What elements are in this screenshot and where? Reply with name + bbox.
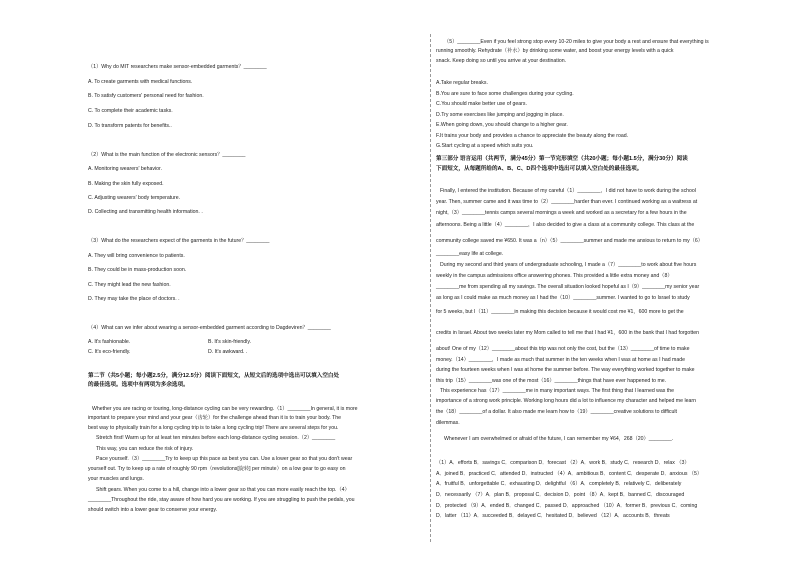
passage-line: Whether you are racing or touring, long-distance cycling can be very rewarding.（1）________In general, it is more xyxy=(92,406,358,412)
passage-line: ________Throughout the ride, stay aware of how hard you are working. If you are struggling to push the pedals, you xyxy=(88,497,355,503)
passage-line: This way, you can reduce the risk of injury. xyxy=(96,446,194,452)
option-a: A.Take regular breaks. xyxy=(436,80,488,86)
passage-line: yourself out. Try to keep up a rate of roughly 90 rpm（revolutions[旋转] per minute）on a low gear to go easy on xyxy=(88,466,346,472)
q2-option-c: C. Adjusting wearers' body temperature. xyxy=(88,195,181,201)
cloze-line: This experience has（17）________me in many important ways. The first thing that I learned was the xyxy=(440,388,675,394)
cloze-line: community college saved me ¥650. It was a（n）（5）________summer and made me anxious to return to my（6） xyxy=(436,238,703,244)
cloze-line: ________easy life at college. xyxy=(436,251,504,257)
cloze-line: during the fourteen weeks when I was at home the summer before. The way everything worked together to make xyxy=(436,367,695,373)
q4-option-b: B. It's skin-friendly. xyxy=(208,339,251,345)
passage-line: your muscles and lungs. xyxy=(88,476,144,482)
q4-options-row-2 xyxy=(88,349,247,356)
section-heading-line-1: 第三部分 语言运用（共两节，满分45分）第一节完形填空（共20小题；每小题1.5分，满分30分）阅读 xyxy=(436,156,688,162)
cloze-line: this trip（15）________was one of the most（16）________things that have ever happened to me. xyxy=(436,378,667,384)
q3-stem: （3）What do the researchers expect of the garments in the future？________ xyxy=(88,238,270,244)
q2-stem: （2）What is the main function of the electronic sensors？________ xyxy=(88,152,246,158)
q4-option-c: C. It's eco-friendly. xyxy=(88,349,131,355)
cloze-line: year. Then, summer came and it was time to（2）________harder than ever. I continued working as a waitress at xyxy=(436,199,698,205)
q2-option-b: B. Making the skin fully exposed. xyxy=(88,181,164,187)
choice-line: D．latter （11）A．succeeded B．delayed C．hesitated D．believed （12）A．accounts B．threats xyxy=(436,513,670,519)
cloze-line: as long as I could make as much money as I had the（10）________summer. I wanted to go to Israel to study xyxy=(436,295,690,301)
passage-line: Shift gears. When you come to a hill, change into a lower gear so that you can more easily reach the top.（4） xyxy=(96,487,350,493)
passage-line: snack. Keep doing so until you arrive at your destination. xyxy=(436,58,567,64)
q2-option-a: A. Monitoring wearers' behavior. xyxy=(88,166,162,172)
cloze-line: ________me from spending all my savings. The overall situation looked hopeful as I（9）________my senior year xyxy=(436,284,700,290)
cloze-line: about! One of my（12）________about this trip was not only the cost, but the（13）________of time to make xyxy=(436,346,690,352)
q1-option-b: B. To satisfy customers' personal need for fashion. xyxy=(88,93,204,99)
choice-line: D．necessarily （7）A．plan B．proposal C．decision D．point （8）A．kept B．banned C．discouraged xyxy=(436,492,685,498)
q1-stem: （1）Why do MIT researchers make sensor-embedded garments？________ xyxy=(88,64,267,70)
column-divider xyxy=(430,34,431,542)
q3-option-a: A. They will bring convenience to patients. xyxy=(88,253,185,259)
q2-option-d: D. Collecting and transmitting health information. . xyxy=(88,209,203,215)
cloze-line: credits in Israel. About two weeks later my Mom called to tell me that I had ¥1，600 in the bank that I had forgotten xyxy=(436,330,699,336)
cloze-line: for 5 weeks, but I（11）________in making this decision because it would cost me ¥1，600 more to get the xyxy=(436,309,684,315)
passage-line: （5）________Even if you feel strong stop every 10-20 miles to give your body a rest and ensure that everything is xyxy=(444,39,709,45)
cloze-line: night,（3）________tennis camps several mornings a week and worked as a secretary for a few hours in the xyxy=(436,210,687,216)
cloze-line: dilemmas. xyxy=(436,420,460,426)
cloze-line: money.（14）________，I made as much that summer in the ten weeks when I was at home as I had made xyxy=(436,357,686,363)
choice-line: D．protected （9）A．ended B．changed C．passed D．approached （10）A．former B．previous C．coming xyxy=(436,503,698,509)
option-f: F.It trains your body and provides a chance to appreciate the beauty along the road. xyxy=(436,133,629,139)
cloze-line: the（18）________of a dollar. It also made me learn how to（19）________creative solutions to difficult xyxy=(436,409,677,415)
section-heading-line-2: 的最佳选项。选项中有两项为多余选项。 xyxy=(88,382,189,388)
cloze-line: importance of a strong work principle. Working long hours did a lot to influence my character and helped me learn xyxy=(436,398,696,404)
section-heading-line-2: 下面短文，从每题所给的A、B、C、D四个选项中选出可以填入空白处的最佳选项。 xyxy=(436,166,643,172)
q4-option-d: D. It's awkward. . xyxy=(208,349,248,355)
choice-line: A．fruitful B．unforgettable C．exhausting D．delightful （6）A．completely B．relatively C．deliberately xyxy=(436,481,682,487)
passage-line: should switch into a lower gear to conserve your energy. xyxy=(88,507,218,513)
section-heading-line-1: 第二节（共5小题；每小题2.5分，满分12.5分）阅读下面短文，从短文后的选项中选出可以填入空白处 xyxy=(88,373,340,379)
option-d: D.Try some exercises like jumping and jogging in place. xyxy=(436,112,564,118)
passage-line: important to prepare your mind and your gear（齿轮）for the challenge ahead than it is to train your body. The xyxy=(88,415,341,421)
option-e: E.When going down, you should change to a higher gear. xyxy=(436,122,568,128)
passage-line: Stretch first! Warm up for at least ten minutes before each long-distance cycling session.（2）________ xyxy=(96,435,336,441)
cloze-line: weekly in the campus admissions office answering phones. This provided a little extra money and（8） xyxy=(436,273,673,279)
q1-option-c: C. To complete their academic tasks. xyxy=(88,108,173,114)
option-b: B.You are sure to face some challenges during your cycling. xyxy=(436,91,574,97)
q4-options-row-1 xyxy=(88,339,251,346)
option-g: G.Start cycling at a speed which suits you. xyxy=(436,143,534,149)
cloze-line: Finally, I entered the institution. Because of my careful（1）________，I did not have to work during the school xyxy=(440,188,696,194)
passage-line: best way to physically train for a long cycling trip is to take a long cycling trip! There are several steps for you. xyxy=(88,425,339,431)
q3-option-d: D. They may take the place of doctors. . xyxy=(88,296,180,302)
q3-option-c: C. They might lead the new fashion. xyxy=(88,282,171,288)
cloze-line: Whenever I am overwhelmed or afraid of the future, I can remember my ¥64，268（20）________. xyxy=(444,436,674,442)
cloze-line: afternoons. Being a little（4）________，I also decided to give a class at a community college. This class at the xyxy=(436,222,695,228)
q1-option-d: D. To transform patents for benefits.. xyxy=(88,123,172,129)
q1-option-a: A. To create garments with medical functions. xyxy=(88,79,193,85)
passage-line: running smoothly. Rehydrate（补水）by drinking some water, and boost your energy levels with a quick xyxy=(436,48,674,54)
choice-line: （1）A．efforts B．savings C．comparison D．forecast （2）A．work B．study C．research D．relax （3） xyxy=(436,460,690,466)
q4-stem: （4）What can we infer about wearing a sensor-embedded garment according to Dagdeviren？________ xyxy=(88,325,331,331)
q3-option-b: B. They could be in mass-production soon. xyxy=(88,267,187,273)
option-c: C.You should make better use of gears. xyxy=(436,101,527,107)
passage-line: Pace yourself.（3）________Try to keep up this pace as best you can. Use a lower gear so that you don't wear xyxy=(96,456,353,462)
cloze-line: During my second and third years of undergraduate schooling, I made a（7）________to work about five hours xyxy=(440,262,697,268)
q4-option-a: A. It's fashionable. xyxy=(88,339,131,345)
choice-line: A．joined B．practiced C．attended D．instructed （4）A．ambitious B．content C．desperate D．anxious （5） xyxy=(436,471,703,477)
